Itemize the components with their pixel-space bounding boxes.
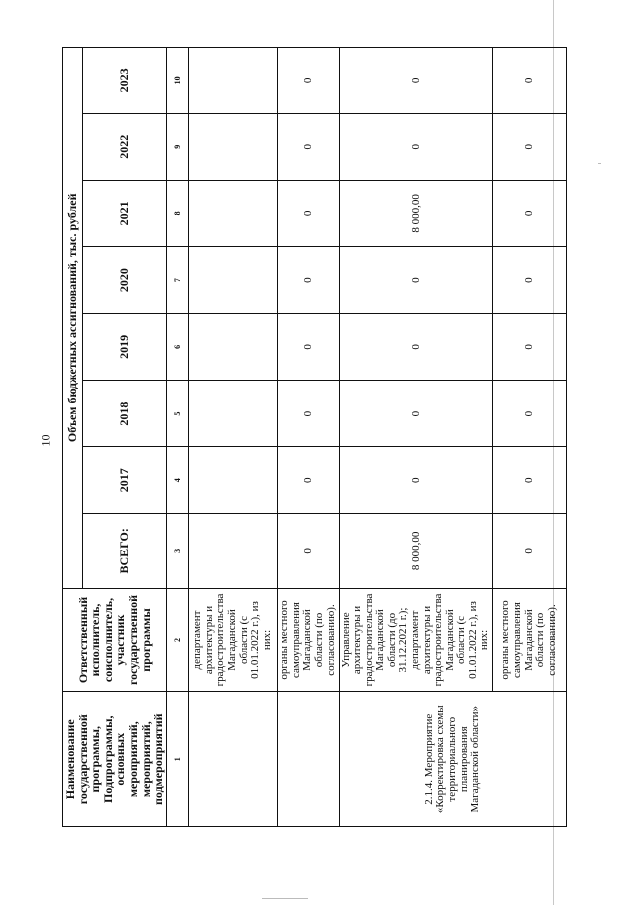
row-executor-cell [188,588,277,692]
value-cell-2022: 0 [492,113,566,180]
value-cell-2019: 0 [339,314,492,381]
header-year-2023: 2023 [82,48,166,114]
value-cell-2017 [188,447,277,514]
page-number: 10 [38,434,53,447]
value-cell-total: 0 [492,514,566,588]
executor-text: органы местного самоуправления Магаданской области (по согласованию). [278,600,337,680]
row-name-cell: 2.1.4. Мероприятие «Корректировка схемы территориального планирования Магаданской области» [339,692,566,827]
header-year-2021: 2021 [82,180,166,247]
header-year-2020: 2020 [82,247,166,314]
budget-table-frame [62,47,558,827]
row-executor-cell [277,588,339,692]
value-cell-2023 [188,48,277,114]
rotated-table-container [62,47,558,827]
row-executor-cell [339,588,492,692]
value-cell-2020: 0 [492,247,566,314]
index-cell: 9 [166,113,188,180]
value-cell-2022: 0 [277,113,339,180]
value-cell-2021 [188,180,277,247]
header-year-2022: 2022 [82,113,166,180]
index-cell: 10 [166,48,188,114]
value-cell-2018: 0 [339,380,492,447]
value-cell-total: 8 000,00 [339,514,492,588]
value-cell-2023: 0 [492,48,566,114]
index-cell: 6 [166,314,188,381]
header-row-1 [63,48,83,827]
value-cell-2018: 0 [492,380,566,447]
executor-text: органы местного самоуправления Магаданской области (по согласованию). [499,600,558,680]
index-cell: 2 [166,588,188,692]
header-year-2019: 2019 [82,314,166,381]
index-cell: 3 [166,514,188,588]
header-executor-col: Ответственный исполнитель, соисполнитель, участник государственной программы [63,588,167,692]
value-cell-2023: 0 [339,48,492,114]
index-cell: 5 [166,380,188,447]
index-row [166,48,188,827]
value-cell-total [188,514,277,588]
table-row [188,48,277,827]
value-cell-2021: 8 000,00 [339,180,492,247]
value-cell-2018 [188,380,277,447]
value-cell-2020 [188,247,277,314]
value-cell-2021: 0 [492,180,566,247]
page-bottom-mark [262,898,308,899]
index-cell: 1 [166,692,188,827]
value-cell-2020: 0 [339,247,492,314]
row-name-cell [277,692,339,827]
value-cell-2017: 0 [492,447,566,514]
index-cell: 8 [166,180,188,247]
header-total: ВСЕГО: [82,514,166,588]
page-edge-tick [598,163,601,164]
budget-table [62,47,567,827]
header-name-col: Наименование государственной программы, Подпрограммы, основных мероприятий, мероприятий, подмероприятий [63,692,167,827]
table-row [339,48,492,827]
value-cell-2018: 0 [277,380,339,447]
value-cell-2019: 0 [277,314,339,381]
value-cell-2021: 0 [277,180,339,247]
executor-text: Управление архитектуры и градостроительства Магаданской области (до 31.12.2021 г.); департамент архитектуры и градостроительства Магаданской области (с 01.01.2022 г.), из них: [339,593,491,687]
value-cell-2022: 0 [339,113,492,180]
value-cell-2019: 0 [492,314,566,381]
value-cell-total: 0 [277,514,339,588]
table-row [277,48,339,827]
index-cell: 4 [166,447,188,514]
row-executor-cell [492,588,566,692]
value-cell-2023: 0 [277,48,339,114]
value-cell-2022 [188,113,277,180]
value-cell-2017: 0 [277,447,339,514]
header-year-2018: 2018 [82,380,166,447]
header-budget-group: Объем бюджетных ассигнований, тыс. рублей [63,48,83,589]
value-cell-2017: 0 [339,447,492,514]
value-cell-2020: 0 [277,247,339,314]
index-cell: 7 [166,247,188,314]
row-name-cell [188,692,277,827]
header-year-2017: 2017 [82,447,166,514]
value-cell-2019 [188,314,277,381]
executor-text: департамент архитектуры и градостроительства Магаданской области (с 01.01.2022 г.), из них: [191,593,273,687]
